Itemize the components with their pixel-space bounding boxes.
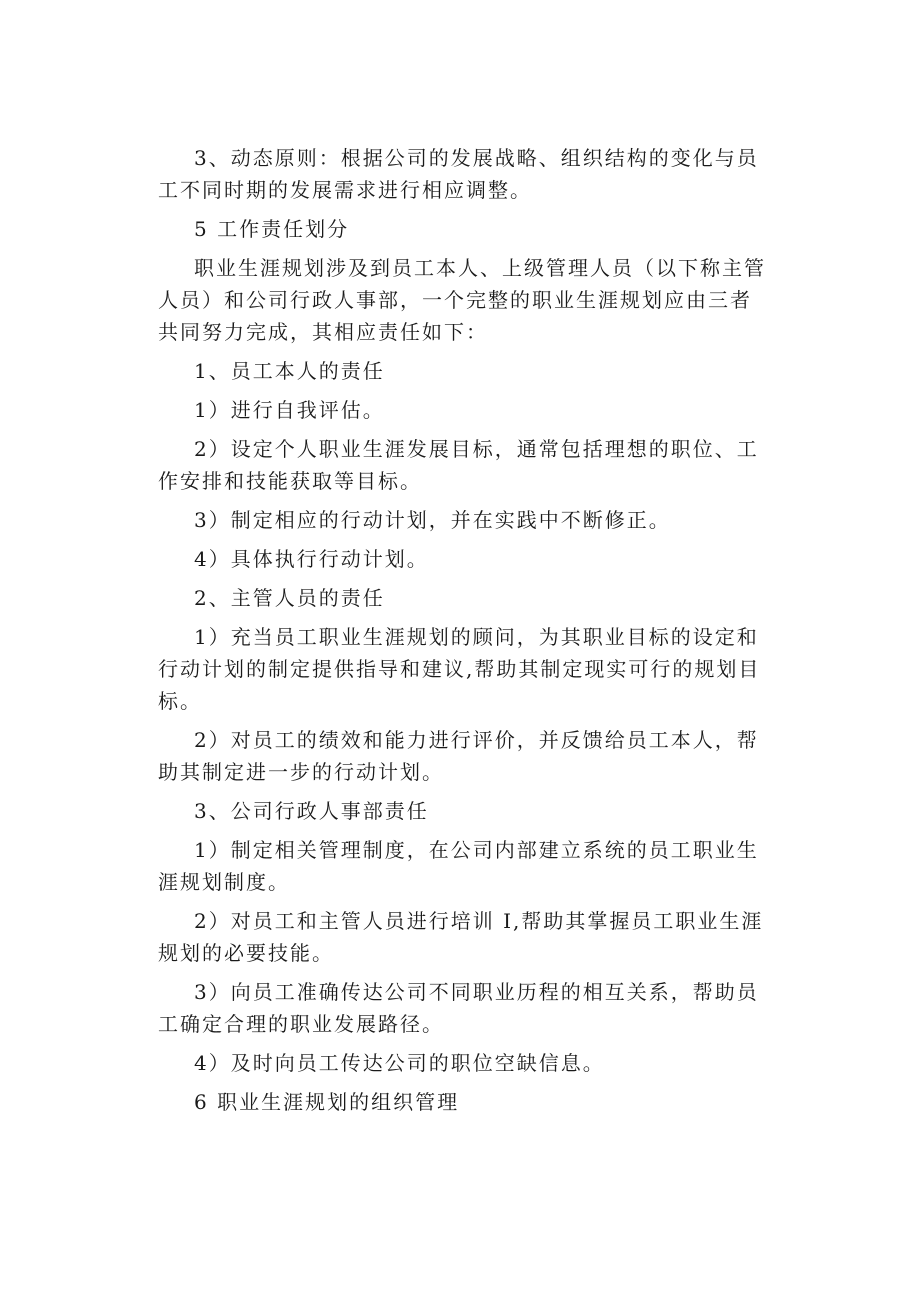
- hr-item-4: 4）及时向员工传达公司的职位空缺信息。: [194, 1051, 605, 1075]
- employee-item-1: 1）进行自我评估。: [194, 398, 385, 422]
- manager-item-2: 2）对员工的绩效和能力进行评价，并反馈给员工本人，帮助其制定进一步的行动计划。: [158, 728, 759, 784]
- manager-responsibility-heading: 2、主管人员的责任: [194, 586, 385, 610]
- hr-item-3: 3）向员工准确传达公司不同职业历程的相互关系，帮助员工确定合理的职业发展路径。: [158, 980, 759, 1036]
- employee-item-3: 3）制定相应的行动计划，并在实践中不断修正。: [194, 508, 671, 532]
- document-body: [158, 142, 768, 1125]
- employee-item-2: 2）设定个人职业生涯发展目标，通常包括理想的职位、工作安排和技能获取等目标。: [158, 437, 759, 493]
- section-5-heading: 5 工作责任划分: [194, 217, 350, 241]
- employee-item-4: 4）具体执行行动计划。: [194, 547, 429, 571]
- responsibility-intro-paragraph: 职业生涯规划涉及到员工本人、上级管理人员（以下称主管人员）和公司行政人事部，一个完整的职业生涯规划应由三者共同努力完成，其相应责任如下：: [158, 256, 766, 344]
- hr-item-1: 1）制定相关管理制度，在公司内部建立系统的员工职业生涯规划制度。: [158, 838, 759, 894]
- principle-3-paragraph: 3、动态原则：根据公司的发展战略、组织结构的变化与员工不同时期的发展需求进行相应调整。: [158, 146, 759, 202]
- section-6-heading: 6 职业生涯规划的组织管理: [194, 1090, 460, 1114]
- manager-item-1: 1）充当员工职业生涯规划的顾问，为其职业目标的设定和行动计划的制定提供指导和建议,帮助其制定现实可行的规划目标。: [158, 625, 761, 713]
- employee-responsibility-heading: 1、员工本人的责任: [194, 359, 385, 383]
- hr-item-2: 2）对员工和主管人员进行培训 I,帮助其掌握员工职业生涯规划的必要技能。: [158, 909, 764, 965]
- hr-responsibility-heading: 3、公司行政人事部责任: [194, 799, 429, 823]
